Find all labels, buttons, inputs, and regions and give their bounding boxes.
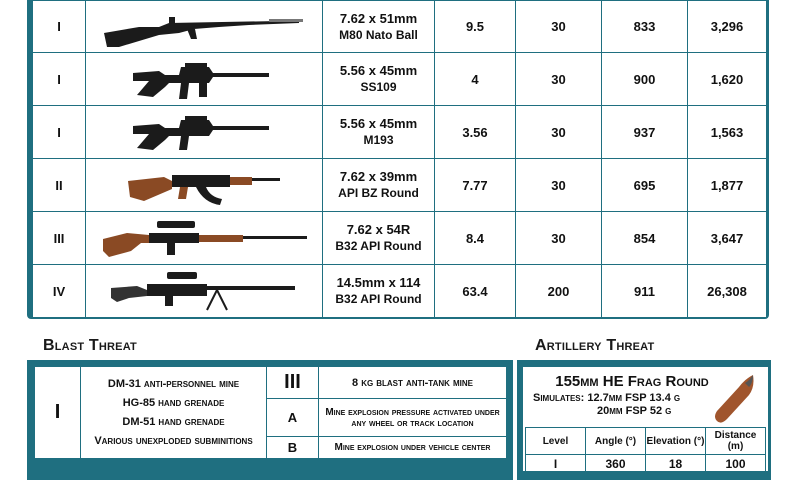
protection-level: III (267, 367, 319, 399)
ammo-type: M193 (363, 133, 394, 147)
energy: 3,647 (688, 212, 767, 265)
artillery-panel (522, 366, 769, 472)
protection-level: I (33, 106, 86, 159)
caliber: 14.5mm x 114 (336, 275, 421, 290)
table-row (33, 265, 767, 318)
table-row (33, 53, 767, 106)
blast-threat-title: Blast Threat (43, 337, 137, 354)
energy: 1,620 (688, 53, 767, 106)
blast-item: DM-51 hand grenade (122, 415, 225, 428)
ballistic-threat-table (32, 0, 767, 318)
ak47-rifle-icon (86, 159, 323, 212)
bullet-mass: 3.56 (435, 106, 516, 159)
table-row (526, 455, 766, 474)
ammo-cell (323, 53, 435, 106)
test-distance: 30 (516, 212, 602, 265)
test-distance: 200 (516, 265, 602, 318)
table-row (33, 212, 767, 265)
velocity: 911 (602, 265, 688, 318)
level-value: I (526, 455, 586, 474)
ammo-cell (323, 265, 435, 318)
distance-value: 100 (706, 455, 766, 474)
dragunov-rifle-icon (86, 212, 323, 265)
ammo-type: API BZ Round (338, 186, 419, 200)
m16-rifle-icon (86, 106, 323, 159)
blast-threat-list (81, 367, 267, 459)
test-distance: 30 (516, 106, 602, 159)
anti-materiel-rifle-icon (86, 265, 323, 318)
energy: 3,296 (688, 1, 767, 53)
bullet-mass: 9.5 (435, 1, 516, 53)
blast-description: 8 kg blast anti-tank mine (319, 367, 507, 399)
artillery-round-name: 155mm HE Frag Round (555, 373, 709, 390)
simulates-line-1: 12.7mm FSP 13.4 g (587, 392, 681, 404)
simulates-line-2: 20mm FSP 52 g (597, 405, 672, 417)
caliber: 7.62 x 39mm (339, 169, 418, 184)
table-row (35, 367, 507, 399)
blast-description: Mine explosion under vehicle center (319, 437, 507, 459)
caliber: 5.56 x 45mm (339, 116, 418, 131)
test-distance: 30 (516, 53, 602, 106)
bullet-mass: 4 (435, 53, 516, 106)
simulates-block (533, 392, 713, 418)
velocity: 854 (602, 212, 688, 265)
blast-description: Mine explosion pressure activated under any wheel or track location (319, 399, 507, 437)
blast-item: DM-31 anti-personnel mine (107, 377, 240, 390)
protection-level: II (33, 159, 86, 212)
protection-level: I (35, 367, 81, 459)
protection-level: III (33, 212, 86, 265)
velocity: 695 (602, 159, 688, 212)
velocity: 937 (602, 106, 688, 159)
simulates-label: Simulates: (533, 392, 585, 404)
ammo-cell (323, 212, 435, 265)
ammo-cell (323, 159, 435, 212)
elevation-value: 18 (646, 455, 706, 474)
protection-level: I (33, 53, 86, 106)
velocity: 833 (602, 1, 688, 53)
col-header-angle: Angle (°) (586, 428, 646, 455)
table-row (33, 106, 767, 159)
artillery-threat-title: Artillery Threat (535, 337, 655, 354)
caliber: 7.62 x 51mm (339, 10, 418, 26)
energy: 1,563 (688, 106, 767, 159)
m14-rifle-icon (86, 1, 323, 53)
bullet-mass: 63.4 (435, 265, 516, 318)
col-header-elevation: Elevation (°) (646, 428, 706, 455)
ammo-cell (323, 106, 435, 159)
bullet-mass: 8.4 (435, 212, 516, 265)
col-header-level: Level (526, 428, 586, 455)
ammo-type: M80 Nato Ball (339, 27, 418, 42)
table-row (33, 159, 767, 212)
artillery-shell-icon (709, 373, 759, 425)
blast-item: Various unexploded subminitions (94, 434, 253, 447)
protection-level: I (33, 1, 86, 53)
artillery-table (525, 427, 766, 474)
table-header-row (526, 428, 766, 455)
angle-value: 360 (586, 455, 646, 474)
ammo-cell (323, 1, 435, 53)
col-header-distance: Distance (m) (706, 428, 766, 455)
protection-level: IV (33, 265, 86, 318)
ammo-type: B32 API Round (335, 239, 422, 253)
m16-rifle-icon (86, 53, 323, 106)
caliber: 7.62 x 54R (346, 222, 411, 237)
ammo-type: B32 API Round (335, 292, 422, 306)
protection-level: A (267, 399, 319, 437)
protection-level: B (267, 437, 319, 459)
caliber: 5.56 x 45mm (339, 63, 418, 78)
blast-item: HG-85 hand grenade (122, 396, 225, 409)
energy: 1,877 (688, 159, 767, 212)
blast-threat-table (34, 366, 507, 459)
table-row (33, 1, 767, 53)
ammo-type: SS109 (360, 80, 397, 94)
test-distance: 30 (516, 159, 602, 212)
test-distance: 30 (516, 1, 602, 53)
velocity: 900 (602, 53, 688, 106)
energy: 26,308 (688, 265, 767, 318)
bullet-mass: 7.77 (435, 159, 516, 212)
